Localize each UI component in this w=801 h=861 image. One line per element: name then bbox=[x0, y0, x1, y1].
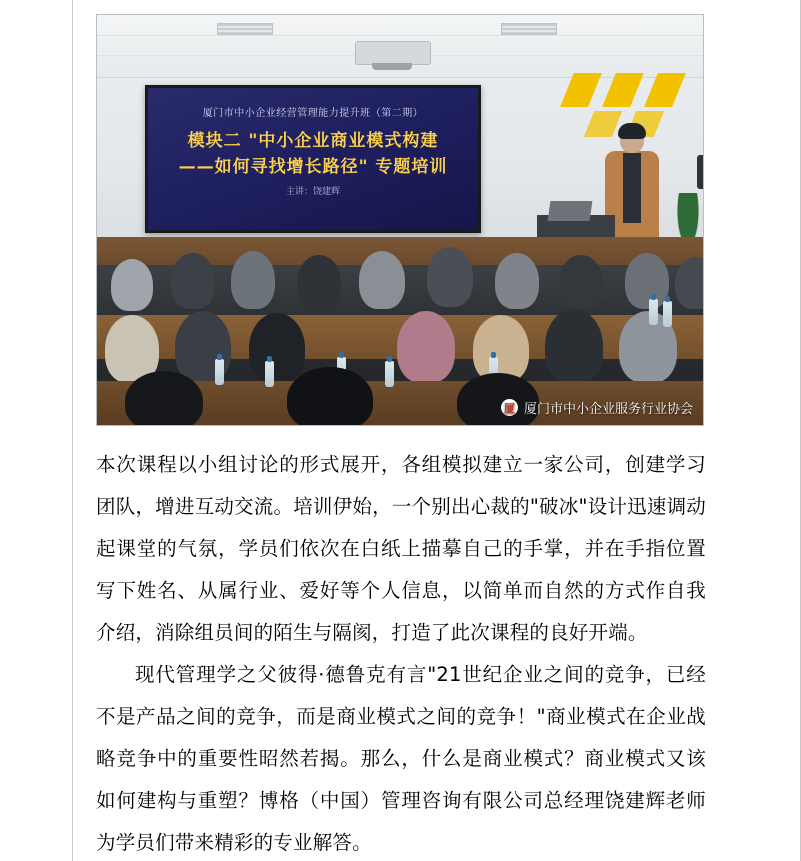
attendee bbox=[249, 313, 305, 383]
article-body bbox=[96, 444, 706, 861]
attendee bbox=[111, 259, 153, 311]
paragraph-1: 本次课程以小组讨论的形式展开，各组模拟建立一家公司，创建学习团队，增进互动交流。培训伊始，一个别出心裁的"破冰"设计迅速调动起课堂的气氛，学员们依次在白纸上描摹自己的手掌，并在手指位置写下姓名、从属行业、爱好等个人信息，以简单而自然的方式作自我介绍，消除组员间的陌生与隔阂，打造了此次课程的良好开端。 bbox=[96, 453, 706, 644]
attendee bbox=[231, 251, 275, 309]
paragraph-2: 现代管理学之父彼得·德鲁克有言"21世纪企业之间的竞争，已经不是产品之间的竞争，而是商业模式之间的竞争！"商业模式在企业战略竞争中的重要性昭然若揭。那么，什么是商业模式？商业模式又该如何建构与重塑？博格（中国）管理咨询有限公司总经理饶建辉老师为学员们带来精彩的专业解答。 bbox=[96, 663, 706, 854]
water-bottle bbox=[663, 301, 672, 327]
attendee bbox=[359, 251, 405, 309]
attendee bbox=[297, 255, 341, 309]
slide-title-line2: 模块二 "中小企业商业模式构建 bbox=[187, 131, 439, 151]
water-bottle bbox=[265, 361, 274, 387]
water-bottle bbox=[385, 361, 394, 387]
attendee bbox=[625, 253, 669, 309]
training-classroom-photo bbox=[96, 14, 704, 426]
slide-title-line1: 厦门市中小企业经营管理能力提升班（第二期） bbox=[202, 108, 424, 119]
attendee bbox=[397, 311, 455, 383]
slide-title-line4: 主讲：饶建辉 bbox=[285, 187, 340, 197]
projection-screen bbox=[145, 85, 481, 233]
wall-speaker-box bbox=[697, 155, 704, 189]
attendee bbox=[427, 247, 473, 307]
ceiling-vent-icon bbox=[217, 23, 273, 35]
water-bottle bbox=[649, 299, 658, 325]
attendee bbox=[495, 253, 539, 309]
ceiling-vent-icon bbox=[501, 23, 557, 35]
projector-icon bbox=[355, 41, 431, 65]
page-left-margin-rule bbox=[72, 0, 73, 861]
attendee bbox=[559, 255, 603, 309]
association-logo-icon: 厦 bbox=[501, 399, 518, 416]
laptop bbox=[548, 201, 593, 221]
foreground-attendee bbox=[125, 371, 203, 426]
slide-title-line3: ——如何寻找增长路径" 专题培训 bbox=[178, 157, 448, 177]
foreground-attendee bbox=[287, 367, 373, 426]
presenter-hair bbox=[618, 123, 646, 139]
watermark bbox=[501, 398, 693, 417]
page-content bbox=[96, 14, 706, 861]
presenter-inner-top bbox=[623, 153, 641, 223]
water-bottle bbox=[215, 359, 224, 385]
attendee bbox=[675, 257, 704, 309]
attendee bbox=[545, 309, 603, 383]
attendee bbox=[171, 253, 215, 309]
watermark-text: 厦门市中小企业服务行业协会 bbox=[523, 402, 693, 417]
